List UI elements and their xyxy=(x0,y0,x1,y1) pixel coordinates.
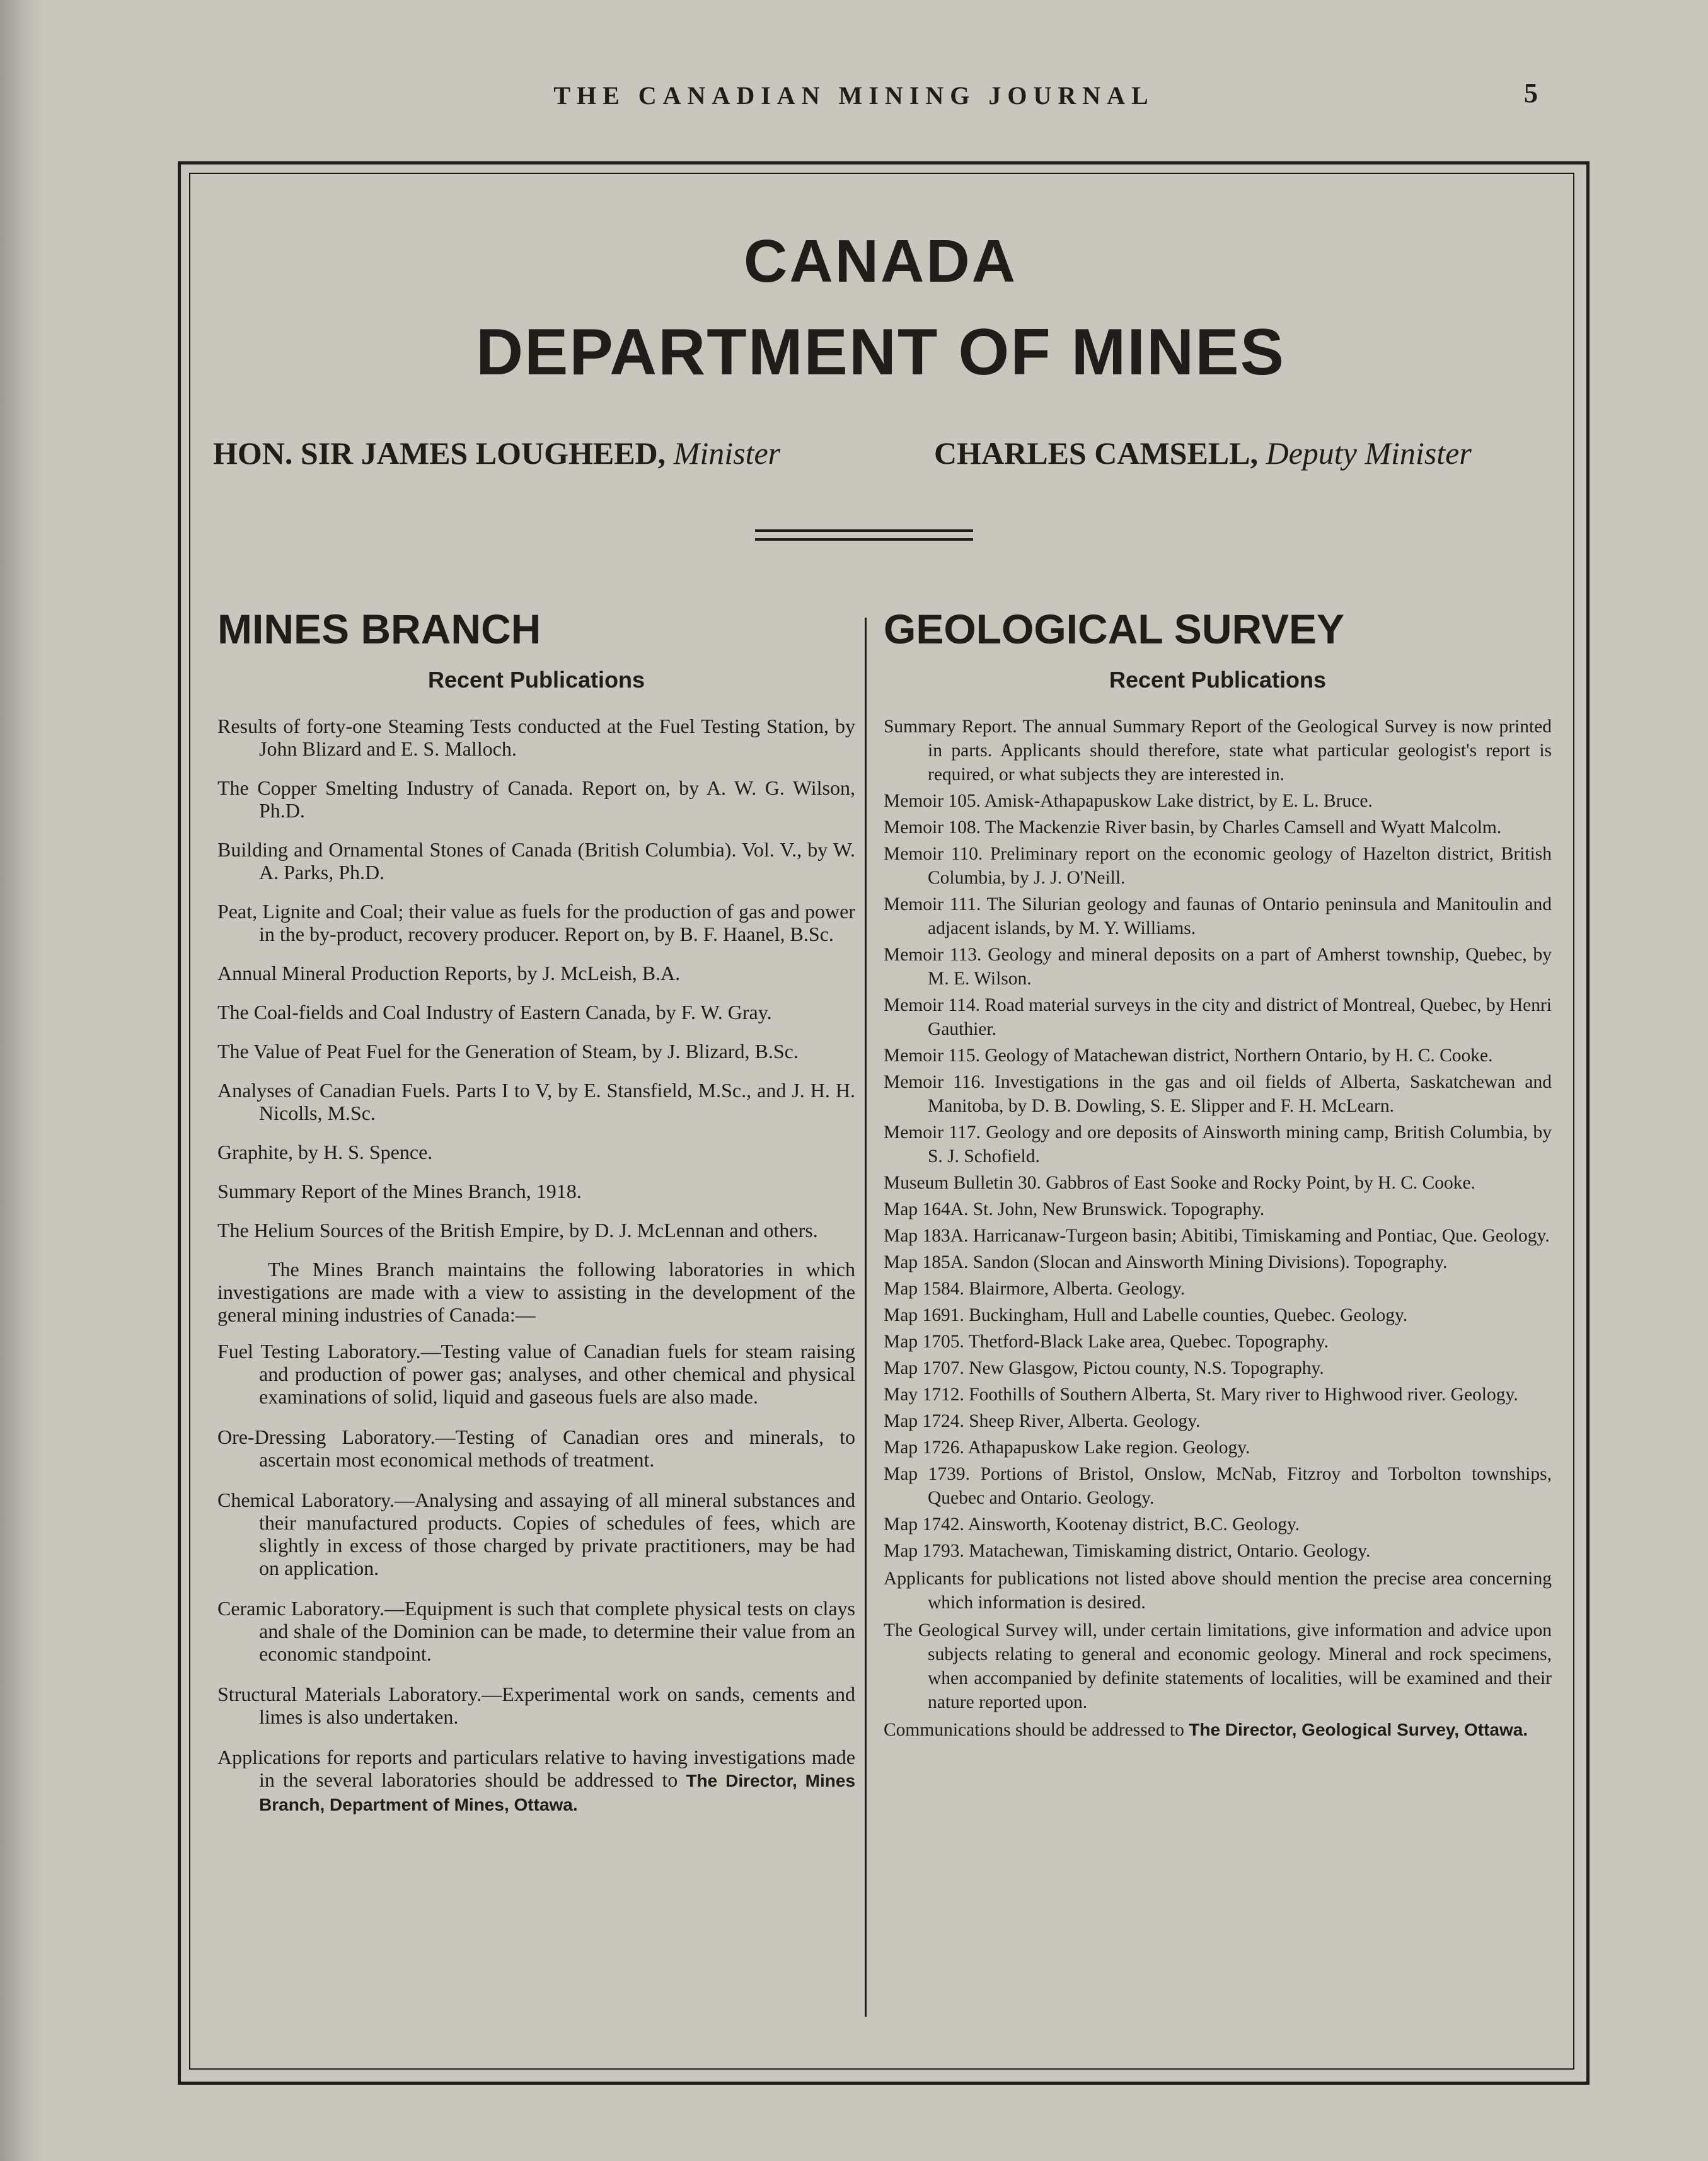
mines-branch-contact-address: The Director, Mines Branch, Department of Mines, Ottawa. xyxy=(259,1771,856,1814)
geological-survey-heading: GEOLOGICAL SURVEY xyxy=(884,606,1345,652)
list-item: Structural Materials Laboratory.—Experimental work on sands, cements and limes is also undertaken. xyxy=(217,1683,855,1728)
list-item: Map 1707. New Glasgow, Pictou county, N.S. Topography. xyxy=(884,1358,1324,1378)
list-item: Annual Mineral Production Reports, by J. McLeish, B.A. xyxy=(217,962,681,984)
list-item: Map 1584. Blairmore, Alberta. Geology. xyxy=(884,1279,1186,1299)
list-item: Ore-Dressing Laboratory.—Testing of Canadian ores and minerals, to ascertain most economical methods of treatment. xyxy=(217,1426,855,1471)
list-item: Results of forty-one Steaming Tests conducted at the Fuel Testing Station, by John Blizard and E. S. Malloch. xyxy=(217,715,855,760)
geological-survey-publication-list xyxy=(884,715,1552,1563)
list-item: Memoir 115. Geology of Matachewan district, Northern Ontario, by H. C. Cooke. xyxy=(884,1046,1493,1066)
list-item: Memoir 111. The Silurian geology and faunas of Ontario peninsula and Manitoulin and adjacent islands, by M. Y. Williams. xyxy=(884,894,1552,938)
list-item: Fuel Testing Laboratory.—Testing value of Canadian fuels for steam raising and production of power gas; analyses, and other chemical and physical examinations of solid, liquid and gaseous fuels are also made. xyxy=(217,1340,855,1408)
list-item: Map 185A. Sandon (Slocan and Ainsworth Mining Divisions). Topography. xyxy=(884,1252,1448,1272)
list-item: Memoir 105. Amisk-Athapapuskow Lake district, by E. L. Bruce. xyxy=(884,791,1373,811)
list-item: Memoir 117. Geology and ore deposits of Ainsworth mining camp, British Columbia, by S. J. Schofield. xyxy=(884,1122,1552,1167)
geological-survey-contact xyxy=(884,1718,1552,1742)
list-item: Ceramic Laboratory.—Equipment is such that complete physical tests on clays and shale of the Dominion can be made, to determine their value from an economic standpoint. xyxy=(217,1597,855,1665)
list-item: Map 1793. Matachewan, Timiskaming district, Ontario. Geology. xyxy=(884,1541,1371,1561)
list-item: Memoir 110. Preliminary report on the economic geology of Hazelton district, British Columbia, by J. J. O'Neill. xyxy=(884,844,1552,888)
list-item: Map 1691. Buckingham, Hull and Labelle counties, Quebec. Geology. xyxy=(884,1305,1408,1325)
title-canada: CANADA xyxy=(744,228,1017,295)
laboratories-list xyxy=(217,1340,855,1728)
minister-line xyxy=(213,435,780,471)
list-item: May 1712. Foothills of Southern Alberta, St. Mary river to Highwood river. Geology. xyxy=(884,1385,1518,1405)
laboratories-intro: The Mines Branch maintains the following laboratories in which investigations are made with a view to assisting in the development of the general mining industries of Canada:— xyxy=(217,1258,855,1326)
list-item: Memoir 116. Investigations in the gas and oil fields of Alberta, Saskatchewan and Manitoba, by D. B. Dowling, S. E. Slipper and F. H. McLearn. xyxy=(884,1072,1552,1116)
mines-branch-subheading: Recent Publications xyxy=(427,667,645,693)
list-item: Memoir 108. The Mackenzie River basin, by Charles Camsell and Wyatt Malcolm. xyxy=(884,817,1502,838)
list-item: The Value of Peat Fuel for the Generation of Steam, by J. Blizard, B.Sc. xyxy=(217,1040,799,1063)
deputy-minister-title: Deputy Minister xyxy=(1266,435,1472,471)
list-item: The Helium Sources of the British Empire, by D. J. McLennan and others. xyxy=(217,1219,818,1242)
list-item: Map 1726. Athapapuskow Lake region. Geology. xyxy=(884,1438,1250,1458)
list-item: Chemical Laboratory.—Analysing and assaying of all mineral substances and their manufactured products. Copies of schedules of fees, which are slightly in excess of those charged by private practitioners, may be had on application. xyxy=(217,1489,855,1579)
list-item: Summary Report of the Mines Branch, 1918. xyxy=(217,1180,582,1202)
list-item: Summary Report. The annual Summary Report of the Geological Survey is now printed in parts. Applicants should therefore, state what particular geologist's report is required, or what subjects they are interested in. xyxy=(884,717,1552,785)
applicants-note: Applicants for publications not listed above should mention the precise area concerning which information is desired. xyxy=(884,1569,1552,1613)
list-item: Analyses of Canadian Fuels. Parts I to V, by E. Stansfield, M.Sc., and J. H. H. Nicolls, M.Sc. xyxy=(217,1079,855,1124)
deputy-minister-name: CHARLES CAMSELL, xyxy=(934,435,1258,471)
mines-branch-heading: MINES BRANCH xyxy=(217,606,541,652)
list-item: Map 1724. Sheep River, Alberta. Geology. xyxy=(884,1411,1201,1431)
list-item: Map 1742. Ainsworth, Kootenay district, B.C. Geology. xyxy=(884,1514,1300,1535)
list-item: Peat, Lignite and Coal; their value as fuels for the production of gas and power in the by-product, recovery producer. Report on, by B. F. Haanel, B.Sc. xyxy=(217,900,855,945)
running-title: THE CANADIAN MINING JOURNAL xyxy=(553,81,1155,110)
mines-branch-column xyxy=(217,605,855,1834)
mines-branch-contact xyxy=(217,1746,855,1816)
list-item: Building and Ornamental Stones of Canada (British Columbia). Vol. V., by W. A. Parks, Ph.D. xyxy=(217,838,855,884)
geological-survey-subheading: Recent Publications xyxy=(1109,667,1327,693)
mines-branch-contact-text: Applications for reports and particulars relative to having investigations made in the several laboratories should be addressed to xyxy=(217,1746,855,1791)
page-number: 5 xyxy=(1524,78,1538,108)
geological-survey-column xyxy=(884,605,1552,1744)
list-item: The Copper Smelting Industry of Canada. Report on, by A. W. G. Wilson, Ph.D. xyxy=(217,776,855,822)
list-item: The Coal-fields and Coal Industry of Eastern Canada, by F. W. Gray. xyxy=(217,1001,772,1023)
list-item: Map 183A. Harricanaw-Turgeon basin; Abitibi, Timiskaming and Pontiac, Que. Geology. xyxy=(884,1226,1550,1246)
title-department-of-mines: DEPARTMENT OF MINES xyxy=(475,316,1286,389)
minister-title: Minister xyxy=(673,435,781,471)
list-item: Museum Bulletin 30. Gabbros of East Sooke and Rocky Point, by H. C. Cooke. xyxy=(884,1173,1476,1193)
list-item: Map 164A. St. John, New Brunswick. Topography. xyxy=(884,1199,1265,1219)
title-divider-bottom xyxy=(755,538,973,541)
minister-name: HON. SIR JAMES LOUGHEED, xyxy=(213,435,666,471)
list-item: Graphite, by H. S. Spence. xyxy=(217,1141,433,1163)
title-divider-top xyxy=(755,529,973,532)
list-item: Map 1739. Portions of Bristol, Onslow, McNab, Fitzroy and Torbolton townships, Quebec and Ontario. Geology. xyxy=(884,1464,1552,1508)
list-item: Memoir 113. Geology and mineral deposits on a part of Amherst township, Quebec, by M. E. Wilson. xyxy=(884,945,1552,989)
column-divider xyxy=(865,618,867,2017)
geological-survey-contact-address: The Director, Geological Survey, Ottawa. xyxy=(1189,1720,1528,1739)
page-gutter-shadow xyxy=(0,0,44,2161)
geological-survey-contact-text: Communications should be addressed to xyxy=(884,1720,1184,1740)
list-item: Memoir 114. Road material surveys in the city and district of Montreal, Quebec, by Henri Gauthier. xyxy=(884,995,1552,1039)
list-item: Map 1705. Thetford-Black Lake area, Quebec. Topography. xyxy=(884,1332,1329,1352)
survey-information-note: The Geological Survey will, under certain limitations, give information and advice upon subjects relating to general and economic geology. Mineral and rock specimens, when accompanied by definite statements of localities, will be examined and their nature reported upon. xyxy=(884,1620,1552,1712)
deputy-minister-line xyxy=(934,435,1472,471)
mines-branch-publication-list xyxy=(217,715,855,1242)
